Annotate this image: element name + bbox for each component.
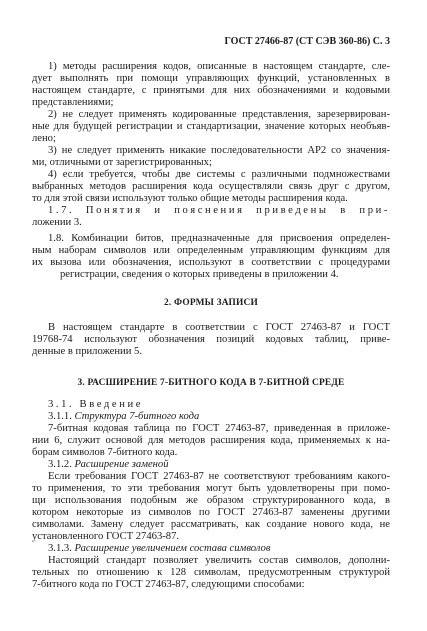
clause-3-1-1-line-3: борам символов 7-битного кода. xyxy=(32,447,178,458)
clause-1-8-line-1: 1.8. Комбинации битов, предназначенные для присвоения определен- xyxy=(48,233,390,244)
subsection-3-1-2-number: 3.1.2. xyxy=(48,459,72,470)
page-header: ГОСТ 27466-87 (СТ СЭВ 360-86) С. 3 xyxy=(224,36,390,47)
item-2-line-1: 2) не следует применять кодированные представления, зарезервирован- xyxy=(48,109,390,120)
item-1-line-3: настоящем стандарте, с принятыми для них обозначениями и кодовыми xyxy=(32,85,390,96)
subsection-3-1-1-heading xyxy=(32,411,390,423)
item-1-line-2: дует выполнять при помощи управляющих функций, установленных в xyxy=(32,73,390,84)
subsection-3-1-1-title: Структура 7-битного кода xyxy=(74,411,200,422)
clause-3-1-2-line-5: символами. Замену следует рассматривать, как создание нового кода, не xyxy=(32,519,390,530)
clause-3-1-1-line-2: нии 6, служит основой для методов расширения кода, применяемых к на- xyxy=(32,435,390,446)
clause-3-1-3-line-2: тельных по отношению к 128 символам, предусмотренным структурой xyxy=(32,567,390,578)
clause-3-1-2-line-4: котором некоторые из символов по ГОСТ 27463-87 заменены другими xyxy=(32,507,390,518)
section-2-title: 2. ФОРМЫ ЗАПИСИ xyxy=(164,298,258,308)
clause-3-1-2-line-3: щи использования подобным же образом структурированного кода, в xyxy=(32,495,390,506)
subsection-3-1-heading: 3.1. Введение xyxy=(48,399,144,410)
item-3-line-1: 3) не следует применять никакие последовательности АР2 со значения- xyxy=(48,145,390,156)
subsection-3-1-2-heading xyxy=(32,459,390,471)
section-2-line-2: 19768-74 используют обозначения позиций кодовых таблиц, приве- xyxy=(32,334,390,345)
item-4-line-1: 4) если требуется, чтобы две системы с различными подмножествами xyxy=(48,169,390,180)
section-3-title: 3. РАСШИРЕНИЕ 7-БИТНОГО КОДА В 7-БИТНОЙ СРЕДЕ xyxy=(77,378,345,388)
item-2-line-2: ные для будущей регистрации и стандартизации, значение которых необъяв- xyxy=(32,121,390,132)
subsection-3-1-3-title: Расширение увеличением состава символов xyxy=(74,543,271,554)
section-2-line-3: денные в приложении 5. xyxy=(32,346,142,357)
clause-3-1-3-line-1: Настоящий стандарт позволяет увеличить состав символов, дополни- xyxy=(48,555,390,566)
subsection-3-1-3-number: 3.1.3. xyxy=(48,543,72,554)
item-3-line-2: ми, отличными от зарегистрированных; xyxy=(32,157,212,168)
subsection-3-1-3-heading xyxy=(32,543,390,555)
item-2-line-3: лено; xyxy=(32,133,56,144)
clause-3-1-3-line-3: 7-битного кода по ГОСТ 27463-87, следующими способами: xyxy=(32,579,305,590)
clause-3-1-1-line-1: 7-битная кодовая таблица по ГОСТ 27463-87, приведенная в приложе- xyxy=(48,423,390,434)
item-1-line-4: представлениями; xyxy=(32,97,114,108)
clause-1-7-line-1: 1.7. Понятия и пояснения приведены в при- xyxy=(48,205,390,216)
clause-1-7-line-2: ложении 3. xyxy=(32,217,82,228)
clause-3-1-2-line-6: установленного ГОСТ 27463-87. xyxy=(32,531,180,542)
item-1-line-1: 1) методы расширения кодов, описанные в настоящем стандарте, сле- xyxy=(48,61,390,72)
item-4-line-3: то для этой связи используют только общие методы расширения кода. xyxy=(32,193,348,204)
subsection-3-1-1-number: 3.1.1. xyxy=(48,411,72,422)
item-4-line-2: выбранных методов расширения кода осуществляли связь друг с другом, xyxy=(32,181,390,192)
clause-3-1-2-line-2: то применения, то эти требования могут быть удовлетворены при помо- xyxy=(32,483,390,494)
clause-3-1-2-line-1: Если требования ГОСТ 27463-87 не соответствуют требованиям какого- xyxy=(48,471,390,482)
section-2-line-1: В настоящем стандарте в соответствии с ГОСТ 27463-87 и ГОСТ xyxy=(48,322,390,333)
clause-1-8-line-3: их вызова или обозначения, используют в соответствии с процедурами xyxy=(32,257,390,268)
clause-1-8-line-2: ным наборам символов или определенным управляющим функциям для xyxy=(32,245,390,256)
clause-1-8-line-4: регистрации, сведения о которых приведены в приложении 4. xyxy=(60,269,339,280)
subsection-3-1-2-title: Расширение заменой xyxy=(74,459,169,470)
